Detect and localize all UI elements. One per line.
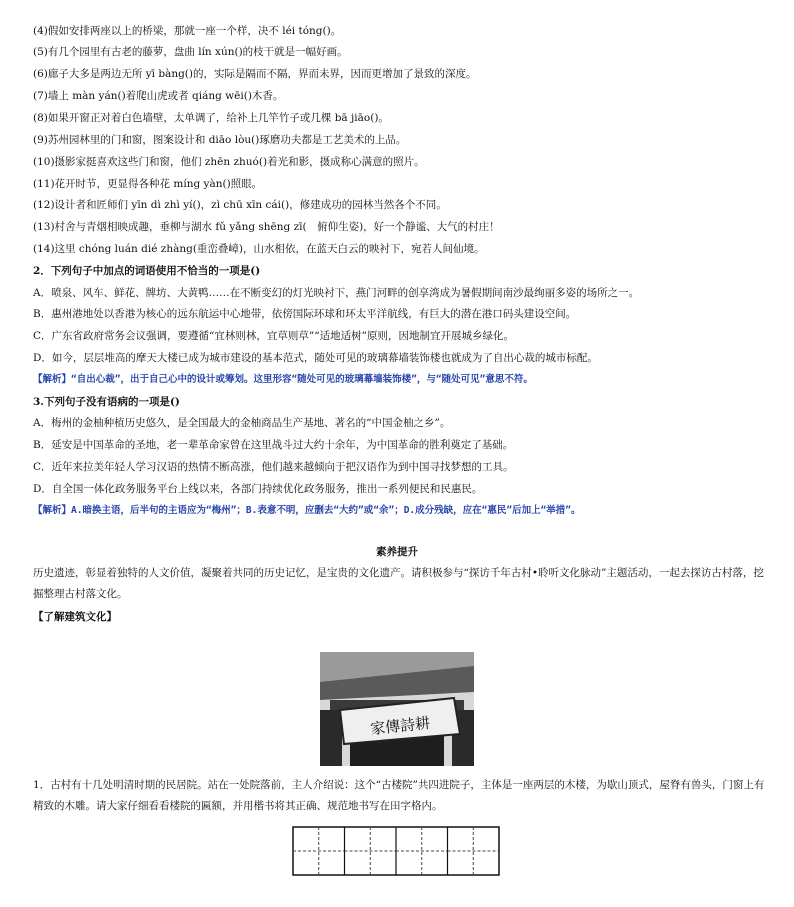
section-subtitle: 【了解建筑文化】 — [33, 611, 117, 623]
writing-grid[interactable] — [292, 826, 500, 876]
q3-option-b: B．延安是中国革命的圣地，老一辈革命家曾在这里战斗过大约十余年，为中国革命的胜利奠定了基础。 — [33, 439, 514, 451]
item-12: (12)设计者和匠师们 yīn dì zhì yí()，zì chū xīn cái()，修建成功的园林当然各个不同。 — [33, 199, 447, 211]
item-6: (6)廊子大多是两边无所 yī bàng()的，实际是隔而不隔，界而未界，因而更增加了景致的深度。 — [33, 68, 477, 80]
q3-analysis: 【解析】A.暗换主语，后半句的主语应为“梅州”；B.表意不明，应删去“大约”或“余”；D.成分残缺，应在“惠民”后加上“举措”。 — [33, 505, 581, 516]
section-intro: 历史遗迹，彰显着独特的人文价值，凝聚着共同的历史记忆，是宝贵的文化遗产。请积极参与“探访千年古村•聆听文化脉动”主题活动，一起去探访古村落，挖掘整理古村落文化。 — [33, 567, 764, 600]
item-4: (4)假如安排两座以上的桥梁，那就一座一个样，决不 léi tóng()。 — [33, 25, 342, 37]
q2-stem: 2．下列句子中加点的词语使用不恰当的一项是() — [33, 265, 261, 277]
grid-cell[interactable] — [448, 827, 500, 875]
item-10: (10)摄影家挺喜欢这些门和窗，他们 zhēn zhuó()着光和影，摄成称心满意的照片。 — [33, 156, 425, 168]
q3-option-a: A．梅州的金柚种植历史悠久，是全国最大的金柚商品生产基地、著名的“中国金柚之乡”。 — [33, 417, 451, 429]
q3-stem: 3.下列句子没有语病的一项是() — [33, 396, 180, 408]
item-14: (14)这里 chóng luán dié zhàng(重峦叠嶂)，山水相依，在蓝天白云的映衬下，宛若人间仙境。 — [33, 243, 485, 255]
item-7: (7)墙上 màn yán()着爬山虎或者 qiáng wēi()木香。 — [33, 90, 284, 102]
item-11: (11)花开时节，更显得各种花 míng yàn()照眼。 — [33, 178, 263, 190]
q2-option-a: A．喷泉、风车、鲜花、牌坊、大黄鸭……在不断变幻的灯光映衬下，燕门河畔的创享湾成为暑假期间南沙最绚丽多姿的场所之一。 — [33, 287, 640, 299]
q2-option-d: D．如今，层层堆高的摩天大楼已成为城市建设的基本范式，随处可见的玻璃幕墙装饰楼也就成为了自出心裁的城市标配。 — [33, 352, 598, 364]
item-9: (9)苏州园林里的门和窗，图案设计和 diāo lòu()琢磨功夫都是工艺美术的上品。 — [33, 134, 407, 146]
q2-option-b: B．惠州港地处以香港为核心的远东航运中心地带，依傍国际环球和环太平洋航线，有巨大的潜在港口码头建设空间。 — [33, 308, 577, 320]
grid-cell[interactable] — [345, 827, 397, 875]
section-title: 素养提升 — [376, 546, 418, 558]
item-13: (13)村舍与青烟相映成趣，垂柳与湖水 fǔ yǎng shēng zī( 俯仰生姿)，好一个静谧、大气的村庄！ — [33, 221, 500, 233]
grid-cell[interactable] — [396, 827, 448, 875]
archway-plaque-photo — [320, 652, 474, 766]
grid-cell[interactable] — [293, 827, 345, 875]
item-5: (5)有几个园里有古老的藤萝，盘曲 lín xún()的枝干就是一幅好画。 — [33, 46, 348, 58]
q3-option-d: D．自全国一体化政务服务平台上线以来，各部门持续优化政务服务，推出一系列便民和民惠民。 — [33, 483, 483, 495]
section-q1: 1．古村有十几处明清时期的民居院。站在一处院落前，主人介绍说：这个“古楼院”共四进院子，主体是一座两层的木楼，为歇山顶式，屋脊有兽头，门窗上有精致的木雕。请大家仔细看看楼院的匾额，并用楷书将其正确、规范地书写在田字格内。 — [33, 779, 765, 812]
q3-option-c: C．近年来拉美年轻人学习汉语的热情不断高涨，他们越来越倾向于把汉语作为到中国寻找梦想的工具。 — [33, 461, 514, 473]
q2-option-c: C．广东省政府常务会议强调，要遵循“宜林则林，宜草则草”“适地适树”原则，因地制宜开展城乡绿化。 — [33, 330, 515, 342]
plaque-text: 家傳詩耕 — [369, 713, 431, 739]
item-8: (8)如果开窗正对着白色墙壁，太单调了，给补上几竿竹子或几棵 bā jiāo()。 — [33, 112, 389, 124]
q2-analysis: 【解析】“自出心裁”，出于自己心中的设计或筹划。这里形容“随处可见的玻璃幕墙装饰楼”，与“随处可见”意思不符。 — [33, 374, 533, 385]
